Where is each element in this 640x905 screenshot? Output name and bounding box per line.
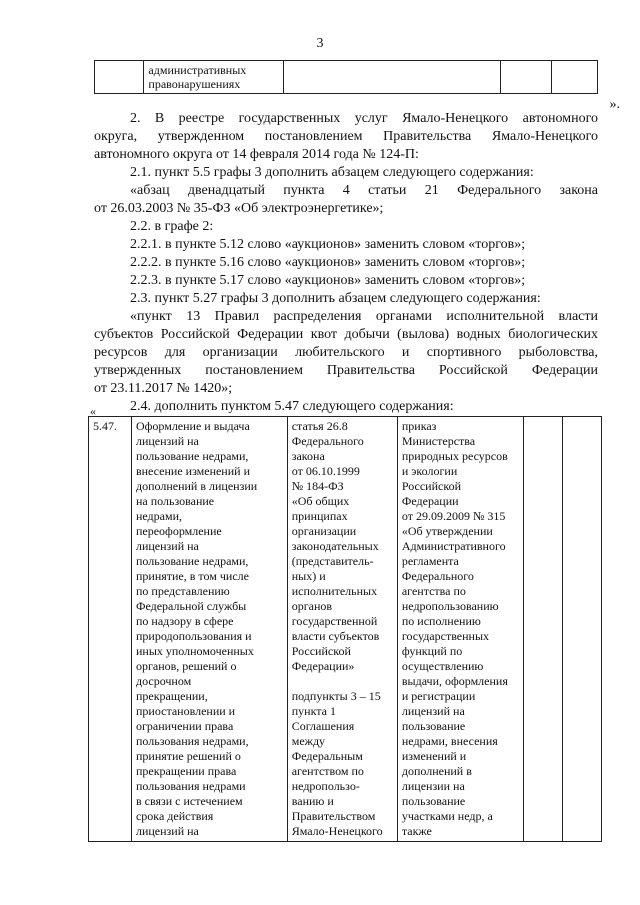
cell-line: недропользованию [401, 599, 499, 613]
cell-line: ограничении права [135, 719, 234, 733]
cell-line: от 06.10.1999 [291, 464, 360, 478]
table-cell-empty [95, 61, 144, 94]
legal-basis-cell [287, 417, 397, 842]
cell-line: лицензий на [401, 704, 465, 718]
cell-line: и экологии [401, 464, 458, 478]
cell-line: между [291, 734, 326, 748]
cell-line: по исполнению [401, 614, 481, 628]
cell-line: № 184-ФЗ [291, 479, 344, 493]
spacer [292, 674, 393, 689]
cell-line: государственной [291, 614, 378, 628]
cell-line: по надзору в сфере [135, 614, 234, 628]
cell-line: пункта 1 [291, 704, 336, 718]
cell-line: Федерального [401, 569, 474, 583]
cell-line: ванию и [291, 794, 334, 808]
table-cell-empty [524, 417, 563, 842]
paragraph-2 [94, 110, 598, 416]
cell-line: Федерального [291, 434, 364, 448]
cell-line: лицензии на [401, 779, 465, 793]
cell-line: выдачи, оформления [401, 674, 508, 688]
cell-line: переоформление [135, 524, 222, 538]
table-cell-empty [552, 61, 598, 94]
text-line: ресурсов для организации любительского и спортивного рыболовства, [94, 345, 598, 360]
text-line: 2.2. в графе 2: [130, 219, 214, 234]
cell-line: Федерации» [291, 659, 355, 673]
cell-line: и регистрации [401, 689, 476, 703]
text-line: 2.2.1. в пункте 5.12 слово «аукционов» заменить словом «торгов»; [130, 237, 526, 252]
cell-line: осуществлению [401, 659, 484, 673]
registry-entry-table [88, 416, 602, 842]
cell-line: лицензий на [135, 824, 199, 838]
table-cell-empty [563, 417, 602, 842]
cell-line: органов [291, 599, 333, 613]
cell-line: правонарушениях [148, 77, 241, 91]
cell-line: Федерации [401, 494, 459, 508]
cell-line: принятие решений о [135, 749, 241, 763]
cell-line: прекращении права [135, 764, 237, 778]
cell-line: административных [148, 63, 247, 77]
cell-line: государственных [401, 629, 490, 643]
text-line: автономного округа от 14 февраля 2014 года № 124-П: [94, 147, 419, 162]
text-line: 2.2.2. в пункте 5.16 слово «аукционов» заменить словом «торгов»; [130, 255, 526, 270]
cell-line: власти субъектов [291, 629, 380, 643]
cell-line: природопользования и [135, 629, 252, 643]
cell-line: пользования недрами, [135, 734, 249, 748]
cell-line: законодательных [291, 539, 379, 553]
entry-number: 5.47. [89, 417, 132, 842]
text-line: 2.4. дополнить пунктом 5.47 следующего содержания: [130, 399, 454, 414]
cell-line: прекращении, [135, 689, 208, 703]
cell-line: по представлению [135, 584, 230, 598]
cell-line: статья 26.8 [291, 419, 348, 433]
text-line: «пункт 13 Правил распределения органами исполнительной власти [130, 309, 598, 324]
cell-line: срока действия [135, 809, 214, 823]
cell-line: Федеральной службы [135, 599, 247, 613]
cell-line: приказ [401, 419, 437, 433]
cell-line: исполнительных [291, 584, 378, 598]
cell-line: недрами, внесения [401, 734, 498, 748]
cell-line: агентства по [401, 584, 466, 598]
text-line: 2. В реестре государственных услуг Ямало-Ненецкого автономного [130, 111, 598, 126]
cell-line: функций по [401, 644, 463, 658]
table-cell-empty [284, 61, 501, 94]
cell-line: Оформление и выдача [135, 419, 250, 433]
cell-line: пользование недрами, [135, 554, 249, 568]
table-row [89, 417, 602, 842]
cell-line: ных) и [291, 569, 326, 583]
cell-line: «Об общих [291, 494, 350, 508]
cell-line: в связи с истечением [135, 794, 243, 808]
cell-line: Соглашения [291, 719, 355, 733]
text-line: от 23.11.2017 № 1420»; [94, 381, 233, 396]
cell-line: недрами, [135, 509, 183, 523]
cell-line: агентством по [291, 764, 364, 778]
cell-line: Административного [401, 539, 506, 553]
cell-line: пользование [401, 719, 466, 733]
text-line: 2.3. пункт 5.27 графы 3 дополнить абзацем следующего содержания: [130, 291, 541, 306]
text-line: от 26.03.2003 № 35-ФЗ «Об электроэнергетике»; [94, 201, 384, 216]
cell-line: на пользование [135, 494, 215, 508]
cell-line: пользование недрами, [135, 449, 249, 463]
cell-line: внесение изменений и [135, 464, 250, 478]
text-line: округа, утвержденном постановлением Правительства Ямало-Ненецкого [94, 129, 598, 144]
opening-quote: « [90, 404, 96, 418]
page-number: 3 [316, 36, 324, 51]
text-line: «абзац двенадцатый пункта 4 статьи 21 Федерального закона [130, 183, 598, 198]
cell-line: подпункты 3 – 15 [291, 689, 381, 703]
closing-quote: ». [609, 97, 620, 112]
cell-line: пользование [401, 794, 466, 808]
cell-line: закона [291, 449, 325, 463]
cell-line: изменений и [401, 749, 467, 763]
text-line: 2.1. пункт 5.5 графы 3 дополнить абзацем следующего содержания: [130, 165, 534, 180]
text-line: утвержденных постановлением Правительства Российской Федерации [94, 363, 598, 378]
cell-line: природных ресурсов [401, 449, 508, 463]
cell-line: принципах [291, 509, 348, 523]
cell-line: иных уполномоченных [135, 644, 254, 658]
cell-line: приостановлении и [135, 704, 236, 718]
cell-line: Правительством [291, 809, 376, 823]
cell-line: «Об утверждении [401, 524, 493, 538]
cell-line: принятие, в том числе [135, 569, 249, 583]
previous-table-fragment [94, 60, 598, 94]
cell-line: от 29.09.2009 № 315 [401, 509, 506, 523]
cell-line: пользования недрами [135, 779, 246, 793]
cell-line: регламента [401, 554, 459, 568]
cell-line: организации [291, 524, 357, 538]
cell-line: также [401, 824, 432, 838]
text-line: 2.2.3. в пункте 5.17 слово «аукционов» заменить словом «торгов»; [130, 273, 526, 288]
cell-line: недропользо- [291, 779, 360, 793]
cell-line: органов, решений о [135, 659, 237, 673]
cell-line: дополнений в лицензии [135, 479, 258, 493]
table-cell-text [144, 61, 284, 94]
cell-line: (представитель- [291, 554, 374, 568]
cell-line: Федеральным [291, 749, 363, 763]
cell-line: лицензий на [135, 539, 199, 553]
service-name-cell [131, 417, 287, 842]
table-cell-empty [501, 61, 552, 94]
cell-line: Ямало-Ненецкого [291, 824, 383, 838]
cell-line: дополнений в [401, 764, 472, 778]
cell-line: Российской [401, 479, 461, 493]
regulation-cell [397, 417, 523, 842]
cell-line: лицензий на [135, 434, 199, 448]
cell-line: Российской [291, 644, 351, 658]
cell-line: досрочном [135, 674, 192, 688]
cell-line: Министерства [401, 434, 476, 448]
text-line: субъектов Российской Федерации квот добычи (вылова) водных биологических [94, 327, 598, 342]
cell-line: участками недр, а [401, 809, 493, 823]
